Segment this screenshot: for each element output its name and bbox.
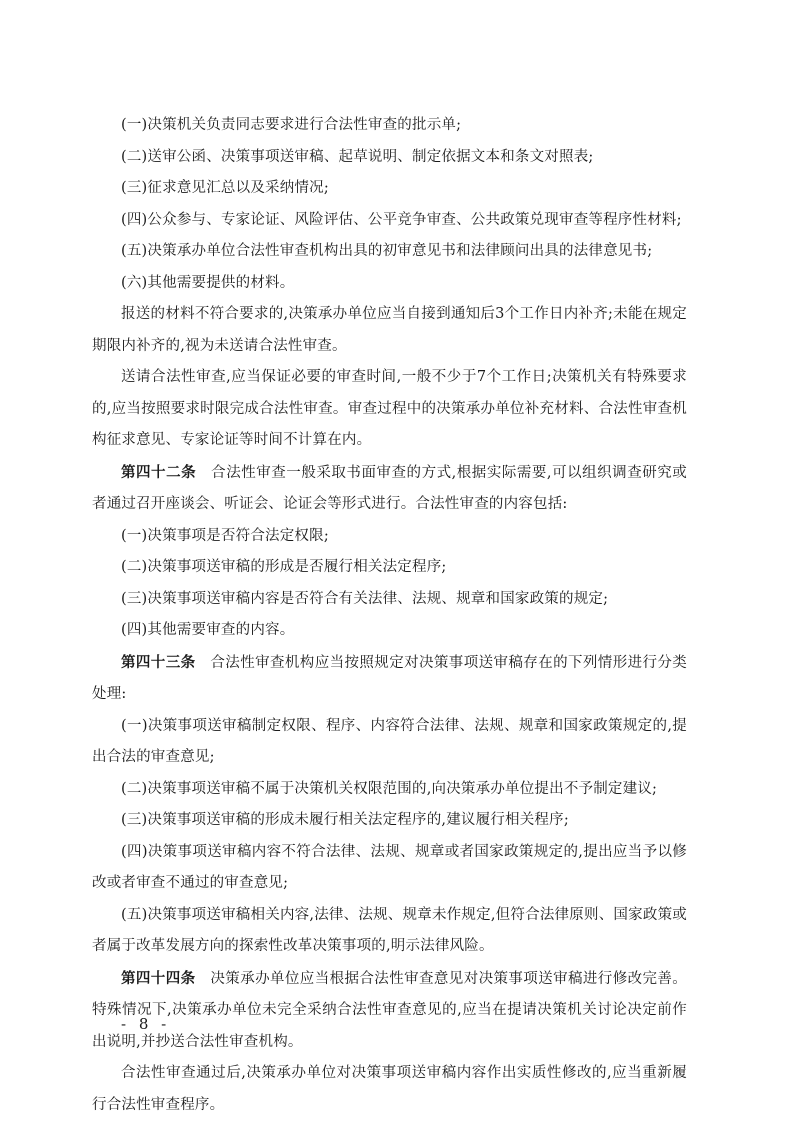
document-body (92, 110, 687, 1121)
paragraph (92, 774, 687, 806)
paragraph-text: 报送的材料不符合要求的,决策承办单位应当自接到通知后3个工作日内补齐;未能在规定期限内补齐的,视为未送请合法性审查。 (92, 306, 687, 354)
paragraph-text: 合法性审查通过后,决策承办单位对决策事项送审稿内容作出实质性修改的,应当重新履行合法性审查程序。 (92, 1065, 687, 1113)
paragraph-text: 合法性审查机构应当按照规定对决策事项送审稿存在的下列情形进行分类处理: (92, 654, 687, 702)
paragraph-text: (一)决策事项是否符合法定权限; (121, 527, 329, 544)
article-number: 第四十三条 (121, 653, 196, 671)
paragraph (92, 268, 687, 300)
article-paragraph (92, 963, 687, 1059)
paragraph-text: (一)决策机关负责同志要求进行合法性审查的批示单; (121, 117, 462, 133)
paragraph (92, 299, 687, 362)
paragraph (92, 205, 687, 237)
paragraph (92, 362, 687, 457)
paragraph-text: (二)送审公函、决策事项送审稿、起草说明、制定依据文本和条文对照表; (121, 148, 594, 165)
paragraph (92, 584, 687, 616)
paragraph-text: (二)决策事项送审稿的形成是否履行相关法定程序; (121, 559, 447, 575)
paragraph (92, 615, 687, 647)
paragraph (92, 837, 687, 900)
paragraph-text: 送请合法性审查,应当保证必要的审查时间,一般不少于7个工作日;决策机关有特殊要求的,应当按照要求时限完成合法性审查。审查过程中的决策承办单位补充材料、合法性审查机构征求意见、专家论证等时间不计算在内。 (92, 369, 687, 448)
paragraph-text: 决策承办单位应当根据合法性审查意见对决策事项送审稿进行修改完善。特殊情况下,决策承办单位未完全采纳合法性审查意见的,应当在提请决策机关讨论决定前作出说明,并抄送合法性审查机构。 (92, 970, 687, 1050)
paragraph-text: (四)其他需要审查的内容。 (121, 622, 295, 638)
article-number: 第四十二条 (121, 463, 197, 481)
paragraph-text: (一)决策事项送审稿制定权限、程序、内容符合法律、法规、规章和国家政策规定的,提出合法的审查意见; (92, 717, 687, 765)
article-paragraph (92, 647, 687, 711)
page-number: - 8 - (121, 1015, 171, 1033)
paragraph (92, 711, 687, 774)
paragraph (92, 900, 687, 963)
paragraph (92, 142, 687, 174)
article-paragraph (92, 457, 687, 521)
article-number: 第四十四条 (121, 969, 196, 987)
paragraph-text: (三)决策事项送审稿的形成未履行相关法定程序的,建议履行相关程序; (121, 812, 569, 828)
paragraph-text: (四)决策事项送审稿内容不符合法律、法规、规章或者国家政策规定的,提出应当予以修改或者审查不通过的审查意见; (92, 843, 687, 891)
paragraph (92, 236, 687, 268)
paragraph-text: (四)公众参与、专家论证、风险评估、公平竞争审查、公共政策兑现审查等程序性材料; (121, 211, 682, 228)
paragraph (92, 521, 687, 553)
paragraph-text: (三)决策事项送审稿内容是否符合有关法律、法规、规章和国家政策的规定; (121, 590, 609, 607)
paragraph-text: (六)其他需要提供的材料。 (121, 274, 295, 291)
paragraph (92, 110, 687, 142)
paragraph-text: (三)征求意见汇总以及采纳情况; (121, 180, 329, 196)
paragraph-text: (五)决策事项送审稿相关内容,法律、法规、规章未作规定,但符合法律原则、国家政策或者属于改革发展方向的探索性改革决策事项的,明示法律风险。 (92, 906, 687, 954)
paragraph-text: (二)决策事项送审稿不属于决策机关权限范围的,向决策承办单位提出不予制定建议; (121, 780, 658, 797)
paragraph (92, 1058, 687, 1121)
paragraph (92, 552, 687, 584)
paragraph-text: (五)决策承办单位合法性审查机构出具的初审意见书和法律顾问出具的法律意见书; (121, 243, 653, 259)
paragraph (92, 805, 687, 837)
paragraph (92, 173, 687, 205)
paragraph-text: 合法性审查一般采取书面审查的方式,根据实际需要,可以组织调查研究或者通过召开座谈会、听证会、论证会等形式进行。合法性审查的内容包括: (92, 464, 687, 512)
